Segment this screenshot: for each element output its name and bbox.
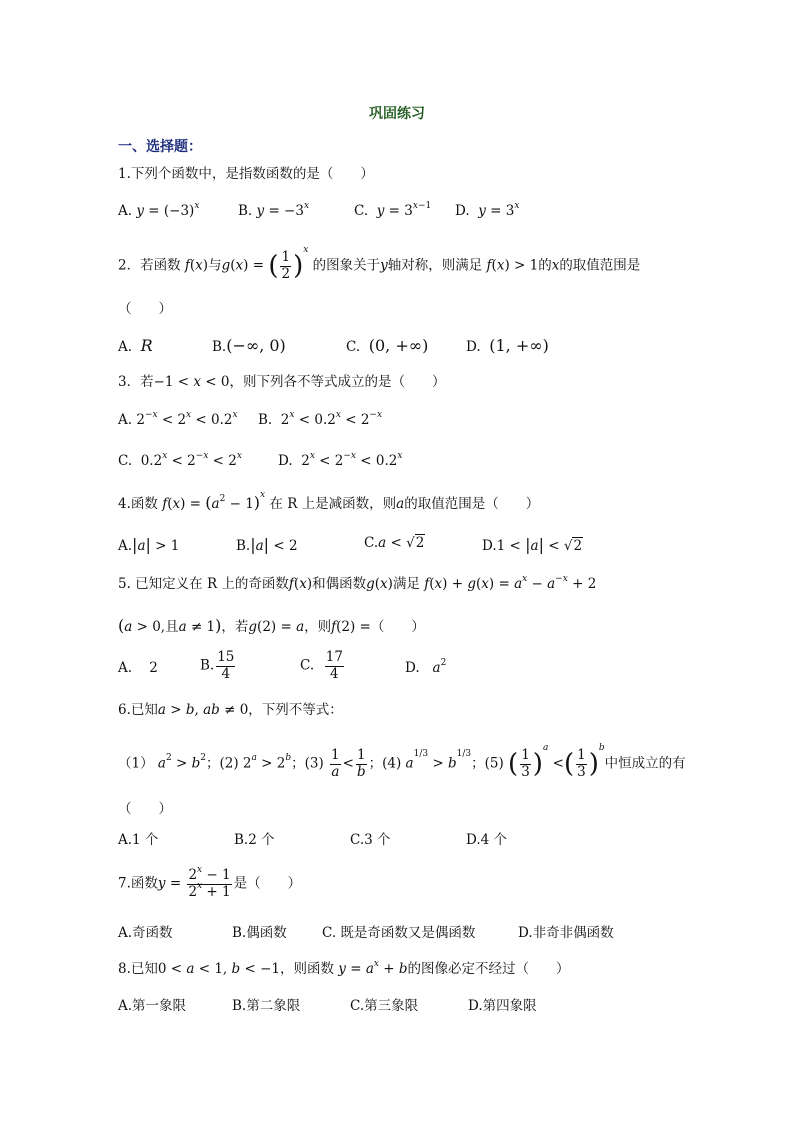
q4-option-d: D.1 < |a| < √2	[482, 535, 583, 554]
q2-stem: 2．若函数 f(x)与g(x) = ( $\frac{1}{2}$ )$^x$ 的图象关于y轴对称，则满足 f(x) > 1的x的取值范围是	[118, 245, 641, 282]
q8-option-d: D.第四象限	[468, 998, 537, 1014]
q7-stem: 7.函数y = $\frac{2^x - 1}{2^x + 1}$ 是（ ）	[118, 864, 302, 900]
q3-stem: 3．若−1 < x < 0，则下列各不等式成立的是（ ）	[118, 374, 446, 390]
q1-option-b: B. $y = -3^x$	[238, 200, 310, 219]
q6-stem: 6.已知a > b, ab ≠ 0，下列不等式：	[118, 702, 343, 718]
q3-option-c: C. $0.2^x < 2^{-x} < 2^x$	[118, 450, 242, 469]
q8-stem: 8.已知0 < a < 1, b < −1，则函数 $y = a^x + b$的图像必定不经过（ ）	[118, 958, 570, 977]
q7-option-c: C. 既是奇函数又是偶函数	[322, 925, 476, 941]
q6-option-c: C.3 个	[350, 832, 391, 848]
q1-stem: 1.下列个函数中，是指数函数的是（ ）	[118, 166, 374, 182]
q3-option-d: D. $2^x < 2^{-x} < 0.2^x$	[278, 450, 403, 469]
q6-inequalities: （1） $a^2 > b^2$；(2) $2^a > 2^b$；(3) $\frac{1}{a}$ < $\frac{1}{b}$ ；(4) $a^{1/3} > b^{1/3}$；(5) ( $\frac{1}{3}$ )$^a$ <( $\frac{1}{3}$ )$^b$中恒成立的有	[118, 743, 686, 780]
q4-option-c: C.a < √2	[364, 535, 425, 551]
q7-option-a: A.奇函数	[118, 925, 173, 941]
q4-option-a: A.|a| > 1	[118, 535, 180, 554]
q8-option-c: C.第三象限	[350, 998, 419, 1014]
q4-stem: 4.函数 $f(x) = (a^2 - 1)^x$ 在 R 上是减函数，则a的取值范围是（ ）	[118, 489, 540, 512]
q5-condition: (a > 0,且a ≠ 1)，若g(2) = a，则f(2) =（ ）	[118, 616, 425, 635]
q8-option-b: B.第二象限	[232, 998, 301, 1014]
q5-stem: 5. 已知定义在 R 上的奇函数f(x)和偶函数g(x)满足 $f(x) + g(x) = a^x - a^{-x} + 2$	[118, 573, 597, 592]
q2-option-d: D. (1, +∞)	[466, 336, 549, 355]
q7-option-d: D.非奇非偶函数	[518, 925, 614, 941]
q5-option-b: B. $\frac{15}{4}$	[200, 649, 235, 682]
section-heading: 一、选择题：	[118, 139, 202, 155]
q7-option-b: B.偶函数	[232, 925, 287, 941]
q4-option-b: B.|a| < 2	[236, 535, 298, 554]
q5-option-d: D. $a^2$	[405, 657, 447, 676]
q6-answer-paren: （ ）	[118, 801, 172, 817]
q1-option-c: C. $y = 3^{x-1}$	[354, 200, 432, 219]
q6-option-d: D.4 个	[466, 832, 508, 848]
q8-option-a: A.第一象限	[118, 998, 187, 1014]
q1-option-a: A. $y = (-3)^x$	[118, 200, 200, 219]
q5-option-a: A. 2	[118, 660, 158, 676]
q2-option-c: C. (0, +∞)	[346, 336, 429, 355]
q3-option-a: A. $2^{-x} < 2^x < 0.2^x$	[118, 409, 238, 428]
q6-option-b: B.2 个	[234, 832, 275, 848]
q2-option-a: A. R	[118, 336, 153, 355]
q6-option-a: A.1 个	[118, 832, 159, 848]
q2-option-b: B.(−∞, 0)	[212, 336, 286, 355]
q3-option-b: B. $2^x < 0.2^x < 2^{-x}$	[258, 409, 383, 428]
q2-answer-paren: （ ）	[118, 301, 172, 317]
q1-option-d: D. $y = 3^x$	[455, 200, 520, 219]
page-title: 巩固练习	[369, 106, 425, 122]
q5-option-c: C. $\frac{17}{4}$	[300, 649, 343, 682]
